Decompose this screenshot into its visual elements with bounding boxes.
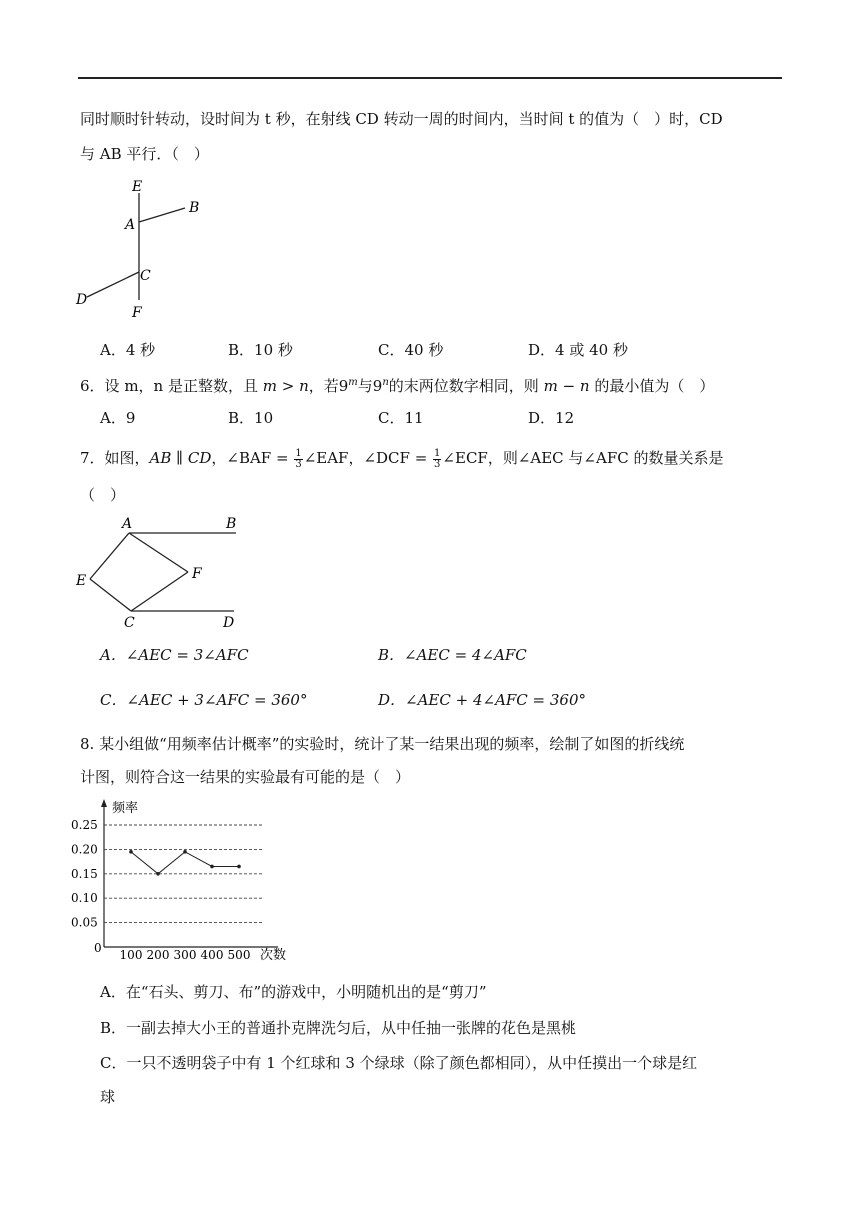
- chart-points: [129, 850, 241, 876]
- q7-option-c[interactable]: C．∠AEC + 3∠AFC = 360°: [100, 691, 308, 709]
- label-c: C: [140, 268, 151, 284]
- x-tick-label: 100: [119, 948, 143, 962]
- x-tick-label: 300: [173, 948, 197, 962]
- label-b: B: [189, 200, 200, 216]
- q7-figure: [70, 508, 250, 633]
- chart-y-ticks: [71, 818, 98, 930]
- y-tick-label: 0.10: [71, 891, 98, 906]
- chart-x-ticks: [120, 948, 251, 962]
- q5-option-c[interactable]: C．40 秒: [378, 341, 444, 359]
- q5-text-line2: 与 AB 平行．（ ）: [80, 145, 209, 163]
- y-axis-arrow: [101, 799, 107, 807]
- chart-point: [210, 865, 214, 869]
- q8-option-a[interactable]: A．在“石头、剪刀、布”的游戏中，小明随机出的是“剪刀”: [100, 983, 487, 1001]
- q6-option-b[interactable]: B．10: [228, 409, 274, 427]
- y-tick-label: 0.05: [71, 915, 98, 930]
- q8-option-c-cont: 球: [100, 1088, 116, 1106]
- chart-grid: [104, 825, 263, 923]
- chart-point: [129, 850, 133, 854]
- label-d: D: [223, 615, 235, 631]
- fraction-one-third: $\frac{1}{3}$: [295, 447, 302, 470]
- ray-cd: [87, 272, 139, 297]
- segment-ae: [90, 533, 129, 579]
- q7-stem: 7．如图，AB ∥ CD，∠BAF = $\frac{1}{3}$ ∠EAF，∠DCF = $\frac{1}{3}$ ∠ECF，则∠AEC 与∠AFC 的数量关系是: [80, 447, 724, 470]
- label-f: F: [192, 566, 202, 582]
- origin-label: 0: [94, 941, 102, 955]
- q6-option-d[interactable]: D．12: [528, 409, 575, 427]
- segment-fc: [131, 572, 188, 611]
- q6-option-a[interactable]: A．9: [100, 409, 136, 427]
- q7-option-d[interactable]: D．∠AEC + 4∠AFC = 360°: [378, 691, 587, 709]
- label-a: A: [125, 217, 136, 233]
- segment-af: [129, 533, 188, 572]
- y-tick-label: 0.15: [71, 866, 98, 881]
- ray-ab: [139, 208, 185, 222]
- q5-figure: [70, 175, 210, 325]
- label-f: F: [132, 305, 142, 321]
- fraction-one-third: $\frac{1}{3}$: [434, 447, 441, 470]
- chart-ylabel: 频率: [112, 801, 139, 816]
- q8-option-b[interactable]: B．一副去掉大小王的普通扑克牌洗匀后，从中任抽一张牌的花色是黑桃: [100, 1019, 577, 1037]
- frequency-line-chart: [68, 795, 308, 965]
- label-d: D: [76, 292, 88, 308]
- q5-text-line1: 同时顺时针转动，设时间为 t 秒，在射线 CD 转动一周的时间内，当时间 t 的值为（ ）时，CD: [80, 110, 723, 128]
- q5-option-b[interactable]: B．10 秒: [228, 341, 293, 359]
- chart-xlabel: 次数: [260, 948, 287, 963]
- x-tick-label: 200: [146, 948, 170, 962]
- q8-option-c[interactable]: C．一只不透明袋子中有 1 个红球和 3 个绿球（除了颜色都相同），从中任摸出一个球是红: [100, 1054, 698, 1072]
- x-tick-label: 500: [227, 948, 251, 962]
- label-a: A: [122, 516, 133, 532]
- chart-point: [237, 865, 241, 869]
- q7-option-b[interactable]: B．∠AEC = 4∠AFC: [378, 646, 527, 664]
- x-tick-label: 400: [200, 948, 224, 962]
- q6-option-c[interactable]: C．11: [378, 409, 424, 427]
- q8-text-line2: 计图，则符合这一结果的实验最有可能的是（ ）: [80, 768, 411, 786]
- chart-point: [156, 872, 160, 876]
- label-b: B: [226, 516, 237, 532]
- q5-option-d[interactable]: D．4 或 40 秒: [528, 341, 628, 359]
- label-e: E: [76, 573, 87, 589]
- q7-option-a[interactable]: A．∠AEC = 3∠AFC: [100, 646, 249, 664]
- chart-point: [183, 850, 187, 854]
- chart-series-line: [131, 852, 239, 874]
- segment-ec: [90, 579, 131, 611]
- q7-text-line2: （ ）: [80, 486, 126, 504]
- y-tick-label: 0.20: [71, 842, 98, 857]
- y-tick-label: 0.25: [71, 818, 98, 832]
- label-e: E: [132, 179, 143, 195]
- q8-text-line1: 8. 某小组做“用频率估计概率”的实验时，统计了某一结果出现的频率，绘制了如图的折线统: [80, 735, 685, 753]
- header-rule: [78, 77, 782, 79]
- q6-stem: 6．设 m，n 是正整数，且 m > n，若9$^m$与9$^n$的末两位数字相同，则 m − n 的最小值为（ ）: [80, 377, 715, 395]
- label-c: C: [124, 615, 135, 631]
- q5-option-a[interactable]: A．4 秒: [100, 341, 156, 359]
